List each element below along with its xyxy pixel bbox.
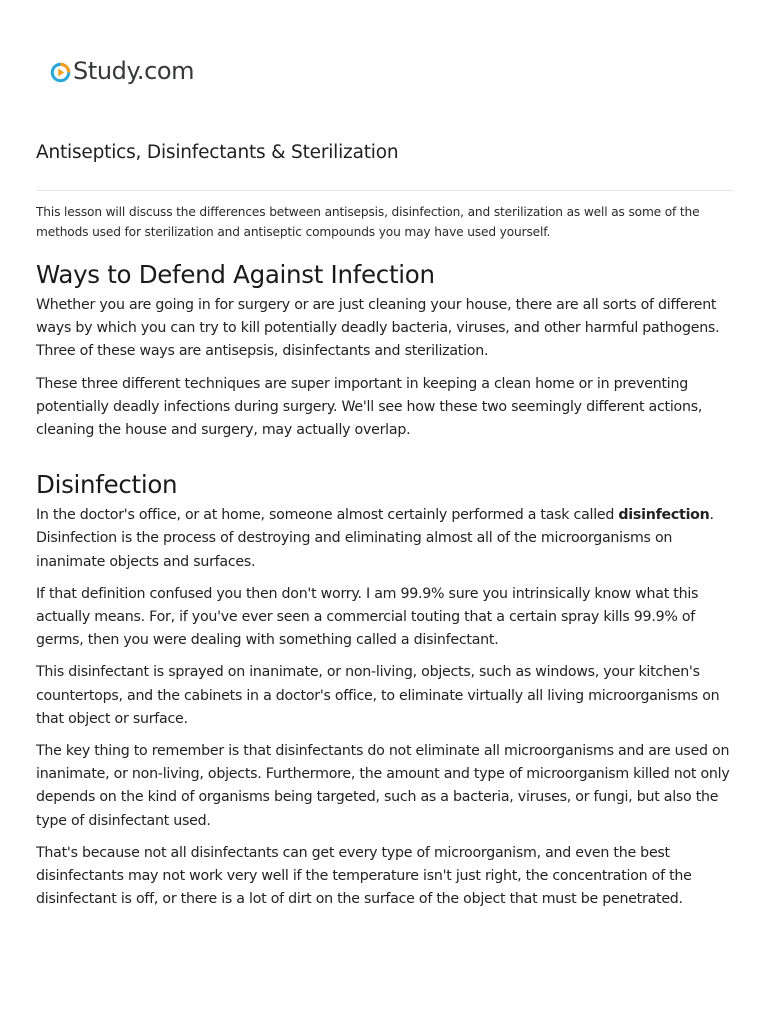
document-title: Antiseptics, Disinfectants & Sterilization (36, 142, 399, 163)
brand-name: Study.com (73, 57, 195, 85)
paragraph: These three different techniques are super important in keeping a clean home or in preventing potentially deadly infections during surgery. We'll see how these two seemingly different actions, cleaning the house and surgery, may actually overlap. (36, 375, 703, 439)
section-spacer (36, 451, 733, 466)
paragraph-definition (36, 504, 733, 574)
intro-text: In the doctor's office, or at home, someone almost certainly performed a task called (36, 507, 619, 524)
key-term-disinfection: disinfection (618, 507, 710, 524)
paragraph: If that definition confused you then don't worry. I am 99.9% sure you intrinsically know what this actually means. For, if you've ever seen a commercial touting that a certain spray kills 99.9% of germs, then you were dealing with something called a disinfectant. (36, 585, 699, 649)
section-disinfection (36, 466, 733, 911)
play-circle-icon (50, 62, 71, 83)
title-divider (36, 190, 733, 191)
lesson-summary: This lesson will discuss the differences between antisepsis, disinfection, and sterilization as well as some of the methods used for sterilization and antiseptic compounds you may have used yourself. (36, 205, 700, 239)
section-heading: Disinfection (36, 470, 178, 500)
paragraph: That's because not all disinfectants can get every type of microorganism, and even the best disinfectants may not work very well if the temperature isn't just right, the concentration of the disinfectant is off, or there is a lot of dirt on the surface of the object that must be penetrated. (36, 844, 692, 908)
section-ways-to-defend (36, 256, 733, 442)
section-heading: Ways to Defend Against Infection (36, 260, 435, 289)
paragraph: This disinfectant is sprayed on inanimate, or non-living, objects, such as windows, your kitchen's countertops, and the cabinets in a doctor's office, to eliminate virtually all living microorganisms on that object or surface. (36, 664, 720, 727)
intro-text-cont: . Disinfection is the process of destroying and eliminating almost all of the microorganisms on inanimate objects and surfaces. (36, 507, 714, 570)
lesson-content (36, 256, 733, 920)
study-logo[interactable] (50, 57, 194, 85)
paragraph: Whether you are going in for surgery or are just cleaning your house, there are all sorts of different ways by which you can try to kill potentially deadly bacteria, viruses, and other harmful pathogens. Three of these ways are antisepsis, disinfectants and sterilization. (36, 297, 720, 360)
paragraph: The key thing to remember is that disinfectants do not eliminate all microorganisms and are used on inanimate, or non-living, objects. Furthermore, the amount and type of microorganism killed not only depends on the kind of organisms being targeted, such as a bacteria, viruses, or fungi, but also the type of disinfectant used. (36, 743, 730, 829)
